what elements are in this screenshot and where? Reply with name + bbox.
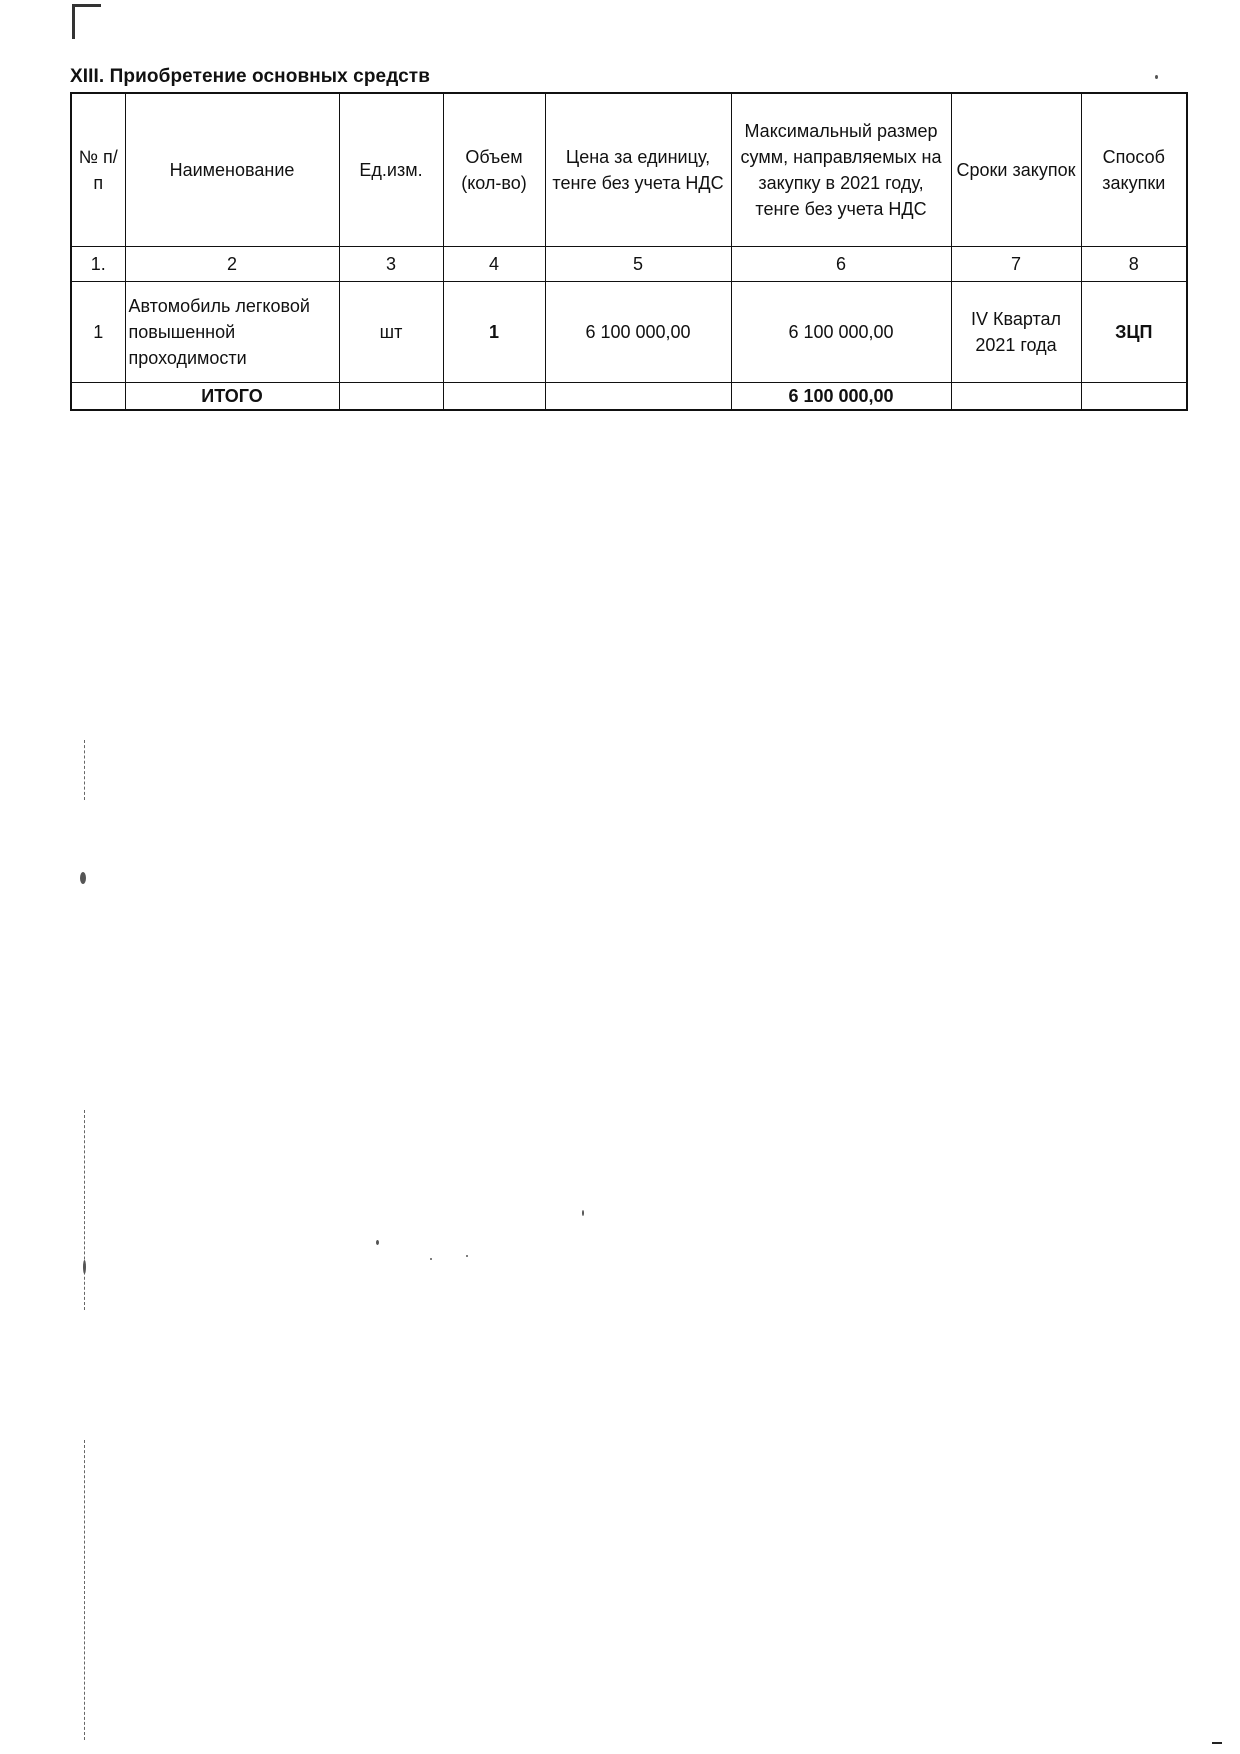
- column-number: 2: [125, 247, 339, 282]
- scan-speck: [582, 1210, 584, 1216]
- total-label: ИТОГО: [125, 383, 339, 411]
- table-row: [71, 282, 1187, 383]
- row-number: 1: [71, 282, 125, 383]
- total-empty-cell: [951, 383, 1081, 411]
- column-number: 1.: [71, 247, 125, 282]
- column-number: 4: [443, 247, 545, 282]
- column-number: 6: [731, 247, 951, 282]
- row-method: ЗЦП: [1081, 282, 1187, 383]
- total-empty-cell: [71, 383, 125, 411]
- scan-corner-mark: [72, 4, 101, 39]
- scan-speck: [466, 1255, 468, 1257]
- row-period: IV Квартал 2021 года: [951, 282, 1081, 383]
- total-empty-cell: [1081, 383, 1187, 411]
- header-cell-period: Сроки закупок: [951, 93, 1081, 247]
- scan-artifact-line: [84, 1110, 86, 1310]
- total-row: [71, 383, 1187, 411]
- row-unit: шт: [339, 282, 443, 383]
- scan-speck: [376, 1240, 379, 1245]
- column-number-row: [71, 247, 1187, 282]
- header-cell-unit: Ед.изм.: [339, 93, 443, 247]
- section-title: XIII. Приобретение основных средств: [70, 66, 430, 87]
- total-max-sum: 6 100 000,00: [731, 383, 951, 411]
- row-name: Автомобиль легковой повышенной проходимости: [125, 282, 339, 383]
- row-max-sum: 6 100 000,00: [731, 282, 951, 383]
- column-number: 3: [339, 247, 443, 282]
- total-empty-cell: [443, 383, 545, 411]
- scan-artifact-line: [84, 740, 86, 800]
- fixed-assets-table: [70, 92, 1188, 411]
- column-number: 8: [1081, 247, 1187, 282]
- scan-artifact-line: [84, 1440, 86, 1740]
- column-number: 7: [951, 247, 1081, 282]
- row-unit-price: 6 100 000,00: [545, 282, 731, 383]
- total-empty-cell: [545, 383, 731, 411]
- header-cell-number: № п/п: [71, 93, 125, 247]
- header-cell-unit-price: Цена за единицу, тенге без учета НДС: [545, 93, 731, 247]
- scan-speck: [430, 1258, 432, 1260]
- header-cell-max-sum: Максимальный размер сумм, направляемых на закупку в 2021 году, тенге без учета НДС: [731, 93, 951, 247]
- header-cell-quantity: Объем (кол-во): [443, 93, 545, 247]
- column-number: 5: [545, 247, 731, 282]
- row-quantity: 1: [443, 282, 545, 383]
- scan-edge-mark: [1212, 1742, 1222, 1744]
- total-empty-cell: [339, 383, 443, 411]
- scan-speck: [80, 872, 86, 884]
- header-cell-name: Наименование: [125, 93, 339, 247]
- scan-speck: [83, 1260, 86, 1274]
- header-row: [71, 93, 1187, 247]
- scan-speck: [1155, 75, 1158, 79]
- header-cell-method: Способ закупки: [1081, 93, 1187, 247]
